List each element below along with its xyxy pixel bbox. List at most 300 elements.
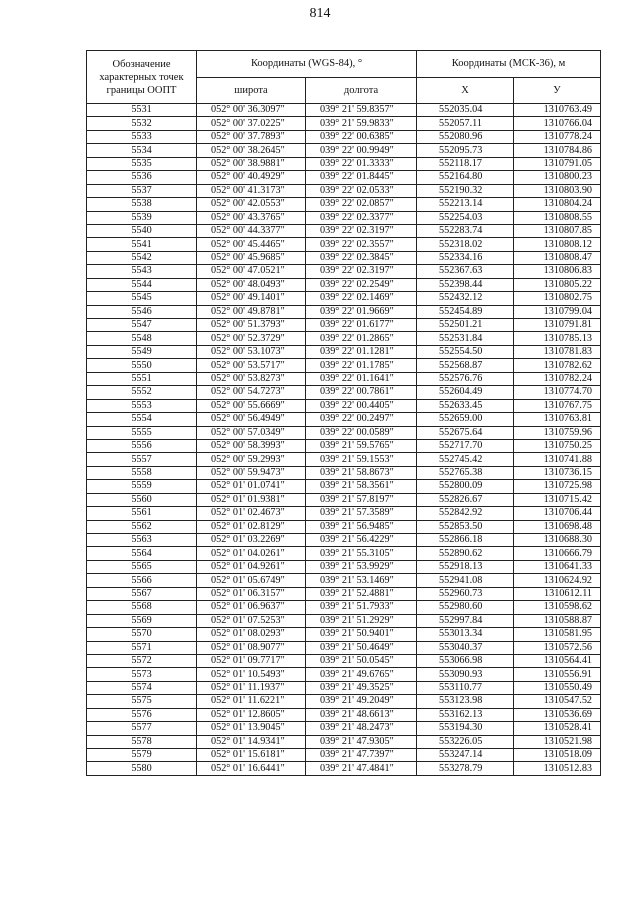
latitude-cell: 052° 00' 58.3993" [197,439,306,452]
longitude-cell: 039° 21' 48.6613" [306,708,417,721]
point-id-cell: 5539 [87,211,197,224]
table-row [87,574,601,587]
latitude-cell: 052° 00' 59.9473" [197,466,306,479]
latitude-cell: 052° 01' 05.6749" [197,574,306,587]
x-coordinate-cell: 552334.16 [417,251,514,264]
point-id-cell: 5549 [87,345,197,358]
x-coordinate-cell: 553110.77 [417,681,514,694]
x-coordinate-cell: 552800.09 [417,480,514,493]
table-row [87,453,601,466]
latitude-cell: 052° 01' 12.8605" [197,708,306,721]
longitude-cell: 039° 22' 01.1281" [306,345,417,358]
latitude-cell: 052° 00' 49.1401" [197,292,306,305]
y-coordinate-cell: 1310598.62 [514,601,601,614]
table-row [87,332,601,345]
x-coordinate-cell: 552118.17 [417,157,514,170]
y-coordinate-cell: 1310766.04 [514,117,601,130]
longitude-cell: 039° 22' 02.3557" [306,238,417,251]
y-coordinate-cell: 1310791.81 [514,319,601,332]
point-id-cell: 5572 [87,654,197,667]
y-coordinate-cell: 1310805.22 [514,278,601,291]
longitude-cell: 039° 22' 02.1469" [306,292,417,305]
latitude-cell: 052° 00' 37.0225" [197,117,306,130]
longitude-cell: 039° 22' 01.1785" [306,359,417,372]
y-coordinate-cell: 1310536.69 [514,708,601,721]
longitude-cell: 039° 21' 50.4649" [306,641,417,654]
latitude-cell: 052° 00' 45.4465" [197,238,306,251]
y-coordinate-cell: 1310528.41 [514,722,601,735]
longitude-cell: 039° 21' 49.3525" [306,681,417,694]
longitude-cell: 039° 21' 47.4841" [306,762,417,775]
longitude-cell: 039° 21' 51.7933" [306,601,417,614]
table-row [87,265,601,278]
x-coordinate-cell: 552057.11 [417,117,514,130]
table-body [87,104,601,776]
latitude-cell: 052° 01' 13.9045" [197,722,306,735]
x-coordinate-cell: 553066.98 [417,654,514,667]
y-coordinate-cell: 1310774.70 [514,386,601,399]
table-header [87,51,601,104]
longitude-cell: 039° 22' 01.2865" [306,332,417,345]
x-coordinate-cell: 552254.03 [417,211,514,224]
table-row [87,130,601,143]
latitude-cell: 052° 01' 14.9341" [197,735,306,748]
x-coordinate-cell: 552454.89 [417,305,514,318]
latitude-cell: 052° 00' 45.9685" [197,251,306,264]
latitude-cell: 052° 00' 40.4929" [197,171,306,184]
y-coordinate-cell: 1310803.90 [514,184,601,197]
y-coordinate-cell: 1310778.24 [514,130,601,143]
y-coordinate-cell: 1310624.92 [514,574,601,587]
x-coordinate-cell: 552604.49 [417,386,514,399]
table-row [87,654,601,667]
latitude-cell: 052° 00' 57.0349" [197,426,306,439]
y-coordinate-cell: 1310572.56 [514,641,601,654]
y-coordinate-cell: 1310799.04 [514,305,601,318]
y-coordinate-cell: 1310759.96 [514,426,601,439]
table-row [87,238,601,251]
x-coordinate-cell: 553090.93 [417,668,514,681]
point-id-cell: 5545 [87,292,197,305]
point-id-cell: 5557 [87,453,197,466]
longitude-cell: 039° 22' 02.0857" [306,198,417,211]
longitude-cell: 039° 21' 59.9833" [306,117,417,130]
longitude-cell: 039° 21' 59.5765" [306,439,417,452]
longitude-cell: 039° 22' 00.0589" [306,426,417,439]
y-coordinate-cell: 1310547.52 [514,695,601,708]
longitude-cell: 039° 22' 02.3377" [306,211,417,224]
x-coordinate-cell: 552367.63 [417,265,514,278]
latitude-cell: 052° 00' 51.3793" [197,319,306,332]
table-row [87,426,601,439]
x-coordinate-cell: 552866.18 [417,534,514,547]
x-coordinate-cell: 552918.13 [417,560,514,573]
x-coordinate-cell: 553278.79 [417,762,514,775]
point-id-cell: 5575 [87,695,197,708]
longitude-cell: 039° 21' 51.2929" [306,614,417,627]
point-id-cell: 5558 [87,466,197,479]
point-id-cell: 5531 [87,104,197,117]
latitude-cell: 052° 01' 06.3157" [197,587,306,600]
table-row [87,722,601,735]
point-id-cell: 5553 [87,399,197,412]
longitude-cell: 039° 21' 58.3561" [306,480,417,493]
x-coordinate-cell: 552398.44 [417,278,514,291]
y-coordinate-cell: 1310808.47 [514,251,601,264]
x-coordinate-cell: 552283.74 [417,224,514,237]
x-coordinate-cell: 552960.73 [417,587,514,600]
point-id-cell: 5571 [87,641,197,654]
x-coordinate-cell: 552318.02 [417,238,514,251]
latitude-cell: 052° 00' 36.3097" [197,104,306,117]
latitude-cell: 052° 01' 02.4673" [197,507,306,520]
table-row [87,493,601,506]
point-id-cell: 5542 [87,251,197,264]
x-coordinate-cell: 552568.87 [417,359,514,372]
latitude-cell: 052° 00' 38.2645" [197,144,306,157]
point-id-cell: 5578 [87,735,197,748]
latitude-header: широта [197,77,306,104]
table-row [87,466,601,479]
point-id-cell: 5555 [87,426,197,439]
latitude-cell: 052° 01' 08.9077" [197,641,306,654]
longitude-cell: 039° 22' 01.3333" [306,157,417,170]
longitude-cell: 039° 21' 50.9401" [306,628,417,641]
table-row [87,198,601,211]
latitude-cell: 052° 01' 03.2269" [197,534,306,547]
y-coordinate-cell: 1310806.83 [514,265,601,278]
point-id-cell: 5551 [87,372,197,385]
x-coordinate-cell: 552531.84 [417,332,514,345]
longitude-cell: 039° 21' 47.7397" [306,749,417,762]
latitude-cell: 052° 00' 48.0493" [197,278,306,291]
x-coordinate-cell: 552190.32 [417,184,514,197]
y-coordinate-cell: 1310518.09 [514,749,601,762]
x-coordinate-cell: 552095.73 [417,144,514,157]
y-coordinate-cell: 1310802.75 [514,292,601,305]
latitude-cell: 052° 00' 49.8781" [197,305,306,318]
point-id-cell: 5546 [87,305,197,318]
latitude-cell: 052° 00' 54.7273" [197,386,306,399]
table-row [87,144,601,157]
x-coordinate-cell: 552941.08 [417,574,514,587]
y-coordinate-cell: 1310556.91 [514,668,601,681]
table-row [87,560,601,573]
table-row [87,587,601,600]
x-coordinate-cell: 552765.38 [417,466,514,479]
point-id-cell: 5532 [87,117,197,130]
point-id-cell: 5567 [87,587,197,600]
longitude-cell: 039° 22' 02.3197" [306,265,417,278]
boundary-points-table [86,50,601,776]
latitude-cell: 052° 01' 10.5493" [197,668,306,681]
longitude-cell: 039° 21' 53.9929" [306,560,417,573]
longitude-cell: 039° 21' 59.1553" [306,453,417,466]
y-coordinate-cell: 1310612.11 [514,587,601,600]
latitude-cell: 052° 00' 56.4949" [197,413,306,426]
point-id-cell: 5563 [87,534,197,547]
longitude-cell: 039° 22' 01.9669" [306,305,417,318]
longitude-cell: 039° 21' 55.3105" [306,547,417,560]
y-coordinate-cell: 1310767.75 [514,399,601,412]
x-coordinate-cell: 552035.04 [417,104,514,117]
latitude-cell: 052° 00' 52.3729" [197,332,306,345]
longitude-cell: 039° 22' 00.6385" [306,130,417,143]
table-row [87,520,601,533]
y-coordinate-cell: 1310706.44 [514,507,601,520]
y-coordinate-cell: 1310800.23 [514,171,601,184]
wgs84-header: Координаты (WGS-84), ° [197,51,417,78]
latitude-cell: 052° 01' 11.1937" [197,681,306,694]
y-coordinate-cell: 1310808.12 [514,238,601,251]
y-coordinate-cell: 1310725.98 [514,480,601,493]
x-coordinate-cell: 552164.80 [417,171,514,184]
point-id-cell: 5544 [87,278,197,291]
table-row [87,399,601,412]
point-id-cell: 5574 [87,681,197,694]
point-id-cell: 5533 [87,130,197,143]
table-row [87,278,601,291]
point-id-cell: 5552 [87,386,197,399]
point-id-cell: 5570 [87,628,197,641]
latitude-cell: 052° 00' 37.7893" [197,130,306,143]
table-row [87,695,601,708]
x-coordinate-cell: 552826.67 [417,493,514,506]
longitude-cell: 039° 22' 00.2497" [306,413,417,426]
longitude-cell: 039° 21' 53.1469" [306,574,417,587]
latitude-cell: 052° 01' 15.6181" [197,749,306,762]
y-coordinate-cell: 1310763.49 [514,104,601,117]
x-coordinate-cell: 552717.70 [417,439,514,452]
point-id-cell: 5564 [87,547,197,560]
latitude-cell: 052° 00' 43.3765" [197,211,306,224]
y-header: У [514,77,601,104]
table-row [87,251,601,264]
y-coordinate-cell: 1310564.41 [514,654,601,667]
x-coordinate-cell: 552890.62 [417,547,514,560]
longitude-cell: 039° 21' 58.8673" [306,466,417,479]
longitude-cell: 039° 21' 57.3589" [306,507,417,520]
point-id-cell: 5550 [87,359,197,372]
table-row [87,439,601,452]
latitude-cell: 052° 01' 08.0293" [197,628,306,641]
longitude-cell: 039° 22' 00.7861" [306,386,417,399]
longitude-cell: 039° 21' 49.2049" [306,695,417,708]
table-row [87,171,601,184]
point-id-cell: 5538 [87,198,197,211]
table-row [87,708,601,721]
latitude-cell: 052° 00' 55.6669" [197,399,306,412]
point-id-cell: 5535 [87,157,197,170]
x-coordinate-cell: 552842.92 [417,507,514,520]
y-coordinate-cell: 1310736.15 [514,466,601,479]
y-coordinate-cell: 1310715.42 [514,493,601,506]
longitude-cell: 039° 21' 50.0545" [306,654,417,667]
x-coordinate-cell: 552501.21 [417,319,514,332]
table-row [87,762,601,775]
longitude-cell: 039° 21' 48.2473" [306,722,417,735]
point-id-cell: 5559 [87,480,197,493]
x-coordinate-cell: 552745.42 [417,453,514,466]
table-row [87,534,601,547]
x-coordinate-cell: 553040.37 [417,641,514,654]
longitude-cell: 039° 22' 00.9949" [306,144,417,157]
table-row [87,104,601,117]
table-row [87,345,601,358]
longitude-cell: 039° 22' 02.3845" [306,251,417,264]
table-row [87,681,601,694]
table-row [87,413,601,426]
latitude-cell: 052° 00' 47.0521" [197,265,306,278]
table-row [87,480,601,493]
latitude-cell: 052° 01' 06.9637" [197,601,306,614]
latitude-cell: 052° 01' 01.9381" [197,493,306,506]
longitude-cell: 039° 21' 56.9485" [306,520,417,533]
x-coordinate-cell: 552659.00 [417,413,514,426]
y-coordinate-cell: 1310521.98 [514,735,601,748]
latitude-cell: 052° 01' 01.0741" [197,480,306,493]
x-coordinate-cell: 552997.84 [417,614,514,627]
y-coordinate-cell: 1310782.62 [514,359,601,372]
latitude-cell: 052° 00' 44.3377" [197,224,306,237]
longitude-cell: 039° 21' 47.9305" [306,735,417,748]
y-coordinate-cell: 1310666.79 [514,547,601,560]
longitude-cell: 039° 22' 00.4405" [306,399,417,412]
longitude-cell: 039° 22' 02.0533" [306,184,417,197]
point-name-header: Обозначение характерных точек границы ООПТ [87,51,197,104]
y-coordinate-cell: 1310781.83 [514,345,601,358]
x-coordinate-cell: 552432.12 [417,292,514,305]
x-coordinate-cell: 552633.45 [417,399,514,412]
table-row [87,305,601,318]
y-coordinate-cell: 1310581.95 [514,628,601,641]
x-coordinate-cell: 552576.76 [417,372,514,385]
table-row [87,184,601,197]
table-row [87,735,601,748]
longitude-cell: 039° 21' 57.8197" [306,493,417,506]
point-id-cell: 5541 [87,238,197,251]
table-row [87,211,601,224]
latitude-cell: 052° 00' 59.2993" [197,453,306,466]
point-id-cell: 5561 [87,507,197,520]
y-coordinate-cell: 1310804.24 [514,198,601,211]
longitude-cell: 039° 22' 01.6177" [306,319,417,332]
point-id-cell: 5556 [87,439,197,452]
x-coordinate-cell: 553162.13 [417,708,514,721]
table-row [87,641,601,654]
x-header: X [417,77,514,104]
longitude-cell: 039° 22' 02.2549" [306,278,417,291]
point-id-cell: 5554 [87,413,197,426]
latitude-cell: 052° 00' 53.5717" [197,359,306,372]
longitude-cell: 039° 21' 56.4229" [306,534,417,547]
point-id-cell: 5540 [87,224,197,237]
y-coordinate-cell: 1310807.85 [514,224,601,237]
point-id-cell: 5562 [87,520,197,533]
y-coordinate-cell: 1310782.24 [514,372,601,385]
x-coordinate-cell: 552213.14 [417,198,514,211]
longitude-cell: 039° 22' 01.1641" [306,372,417,385]
y-coordinate-cell: 1310550.49 [514,681,601,694]
latitude-cell: 052° 01' 02.8129" [197,520,306,533]
latitude-cell: 052° 01' 16.6441" [197,762,306,775]
longitude-header: долгота [306,77,417,104]
point-id-cell: 5576 [87,708,197,721]
latitude-cell: 052° 00' 53.1073" [197,345,306,358]
x-coordinate-cell: 553194.30 [417,722,514,735]
longitude-cell: 039° 21' 49.6765" [306,668,417,681]
point-id-cell: 5543 [87,265,197,278]
table-row [87,386,601,399]
y-coordinate-cell: 1310512.83 [514,762,601,775]
msk36-header: Координаты (МСК-36), м [417,51,601,78]
latitude-cell: 052° 01' 11.6221" [197,695,306,708]
y-coordinate-cell: 1310791.05 [514,157,601,170]
point-id-cell: 5568 [87,601,197,614]
table-row [87,749,601,762]
y-coordinate-cell: 1310784.86 [514,144,601,157]
latitude-cell: 052° 00' 38.9881" [197,157,306,170]
x-coordinate-cell: 552675.64 [417,426,514,439]
table-row [87,628,601,641]
longitude-cell: 039° 21' 52.4881" [306,587,417,600]
point-id-cell: 5580 [87,762,197,775]
longitude-cell: 039° 22' 01.8445" [306,171,417,184]
y-coordinate-cell: 1310641.33 [514,560,601,573]
y-coordinate-cell: 1310808.55 [514,211,601,224]
y-coordinate-cell: 1310741.88 [514,453,601,466]
latitude-cell: 052° 01' 07.5253" [197,614,306,627]
longitude-cell: 039° 22' 02.3197" [306,224,417,237]
point-id-cell: 5577 [87,722,197,735]
y-coordinate-cell: 1310698.48 [514,520,601,533]
point-id-cell: 5579 [87,749,197,762]
x-coordinate-cell: 553123.98 [417,695,514,708]
x-coordinate-cell: 552853.50 [417,520,514,533]
point-id-cell: 5569 [87,614,197,627]
table-row [87,117,601,130]
x-coordinate-cell: 553247.14 [417,749,514,762]
table-row [87,601,601,614]
y-coordinate-cell: 1310588.87 [514,614,601,627]
x-coordinate-cell: 553226.05 [417,735,514,748]
x-coordinate-cell: 552980.60 [417,601,514,614]
table-row [87,372,601,385]
table-row [87,668,601,681]
point-id-cell: 5536 [87,171,197,184]
point-id-cell: 5534 [87,144,197,157]
latitude-cell: 052° 00' 53.8273" [197,372,306,385]
point-id-cell: 5565 [87,560,197,573]
y-coordinate-cell: 1310750.25 [514,439,601,452]
table-row [87,614,601,627]
page-number: 814 [309,6,331,21]
table-row [87,507,601,520]
y-coordinate-cell: 1310763.81 [514,413,601,426]
x-coordinate-cell: 552080.96 [417,130,514,143]
point-id-cell: 5537 [87,184,197,197]
table-row [87,157,601,170]
point-id-cell: 5560 [87,493,197,506]
latitude-cell: 052° 00' 41.3173" [197,184,306,197]
longitude-cell: 039° 21' 59.8357" [306,104,417,117]
latitude-cell: 052° 01' 09.7717" [197,654,306,667]
x-coordinate-cell: 552554.50 [417,345,514,358]
y-coordinate-cell: 1310785.13 [514,332,601,345]
table-row [87,292,601,305]
point-id-cell: 5566 [87,574,197,587]
table-row [87,224,601,237]
